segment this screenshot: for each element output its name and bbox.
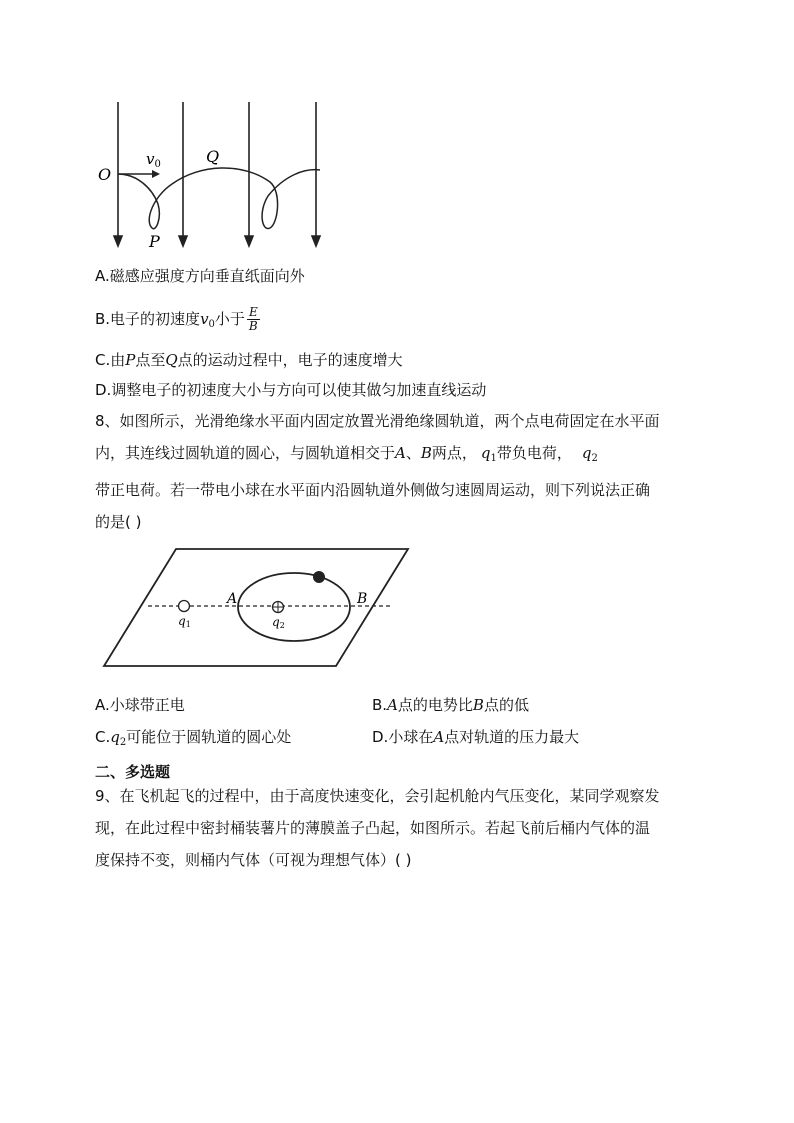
- q8-option-a[interactable]: A.小球带正电: [95, 696, 185, 714]
- charge-q1-icon: [179, 601, 190, 612]
- q9-stem-line2: 现，在此过程中密封桶装薯片的薄膜盖子凸起，如图所示。若起飞前后桶内气体的温: [95, 819, 651, 837]
- q9-stem-line1: 9、在飞机起飞的过程中，由于高度快速变化，会引起机舱内气压变化，某同学观察发: [95, 787, 660, 805]
- q8-stem-line1: 8、如图所示，光滑绝缘水平面内固定放置光滑绝缘圆轨道，两个点电荷固定在水平面: [95, 412, 660, 430]
- horizontal-plane: [104, 549, 408, 666]
- label-B: B: [357, 591, 368, 607]
- q8-option-c[interactable]: $C.q_2$可能位于圆轨道的圆心处: [95, 728, 292, 748]
- label-P: P: [149, 232, 160, 251]
- q8-stem-line3: 带正电荷。若一带电小球在水平面内沿圆轨道外侧做匀速圆周运动，则下列说法正确: [95, 481, 651, 499]
- q8-stem-line2: 内，其连线过圆轨道的圆心，与圆轨道相交于A、B两点， $q_1$带负电荷， $q_2$: [95, 444, 598, 464]
- label-O: O: [98, 165, 112, 184]
- velocity-arrow-icon: [152, 170, 160, 178]
- label-A: A: [227, 591, 238, 607]
- label-q2: q2: [272, 615, 285, 630]
- arrow-down-icon: [179, 236, 187, 246]
- arrow-down-icon: [312, 236, 320, 246]
- q7-option-b-prefix: B.电子的初速度: [95, 310, 201, 328]
- q7-option-d[interactable]: D.调整电子的初速度大小与方向可以使其做匀加速直线运动: [95, 381, 487, 399]
- q7-option-c[interactable]: C.由P点至Q点的运动过程中，电子的速度增大: [95, 351, 403, 369]
- figure-electron-trajectory: [92, 96, 342, 256]
- q9-stem-line3: 度保持不变，则桶内气体（可视为理想气体）( ): [95, 851, 412, 869]
- q7-option-b[interactable]: [95, 306, 260, 335]
- q7-option-a[interactable]: A.磁感应强度方向垂直纸面向外: [95, 267, 305, 285]
- q8-stem-line4: 的是( ): [95, 513, 142, 531]
- figure-circular-track: [98, 540, 410, 674]
- section-title-multiple-choice: 二、多选题: [95, 763, 171, 781]
- label-q1: q1: [178, 614, 191, 629]
- fraction-e-over-b: $\frac{E}{B}$: [248, 305, 258, 333]
- arrow-down-icon: [114, 236, 122, 246]
- arrow-down-icon: [245, 236, 253, 246]
- q8-option-d[interactable]: D.小球在A点对轨道的压力最大: [372, 728, 580, 746]
- label-v0: $v_0$: [146, 150, 161, 170]
- q7-option-b-var: $v_0$: [200, 310, 215, 330]
- q8-option-b[interactable]: B.A点的电势比B点的低: [372, 696, 529, 714]
- label-Q: Q: [206, 147, 220, 166]
- ball: [313, 571, 325, 583]
- circular-track: [238, 573, 350, 641]
- electron-trajectory: [118, 168, 320, 229]
- q7-option-b-mid: 小于: [214, 310, 245, 328]
